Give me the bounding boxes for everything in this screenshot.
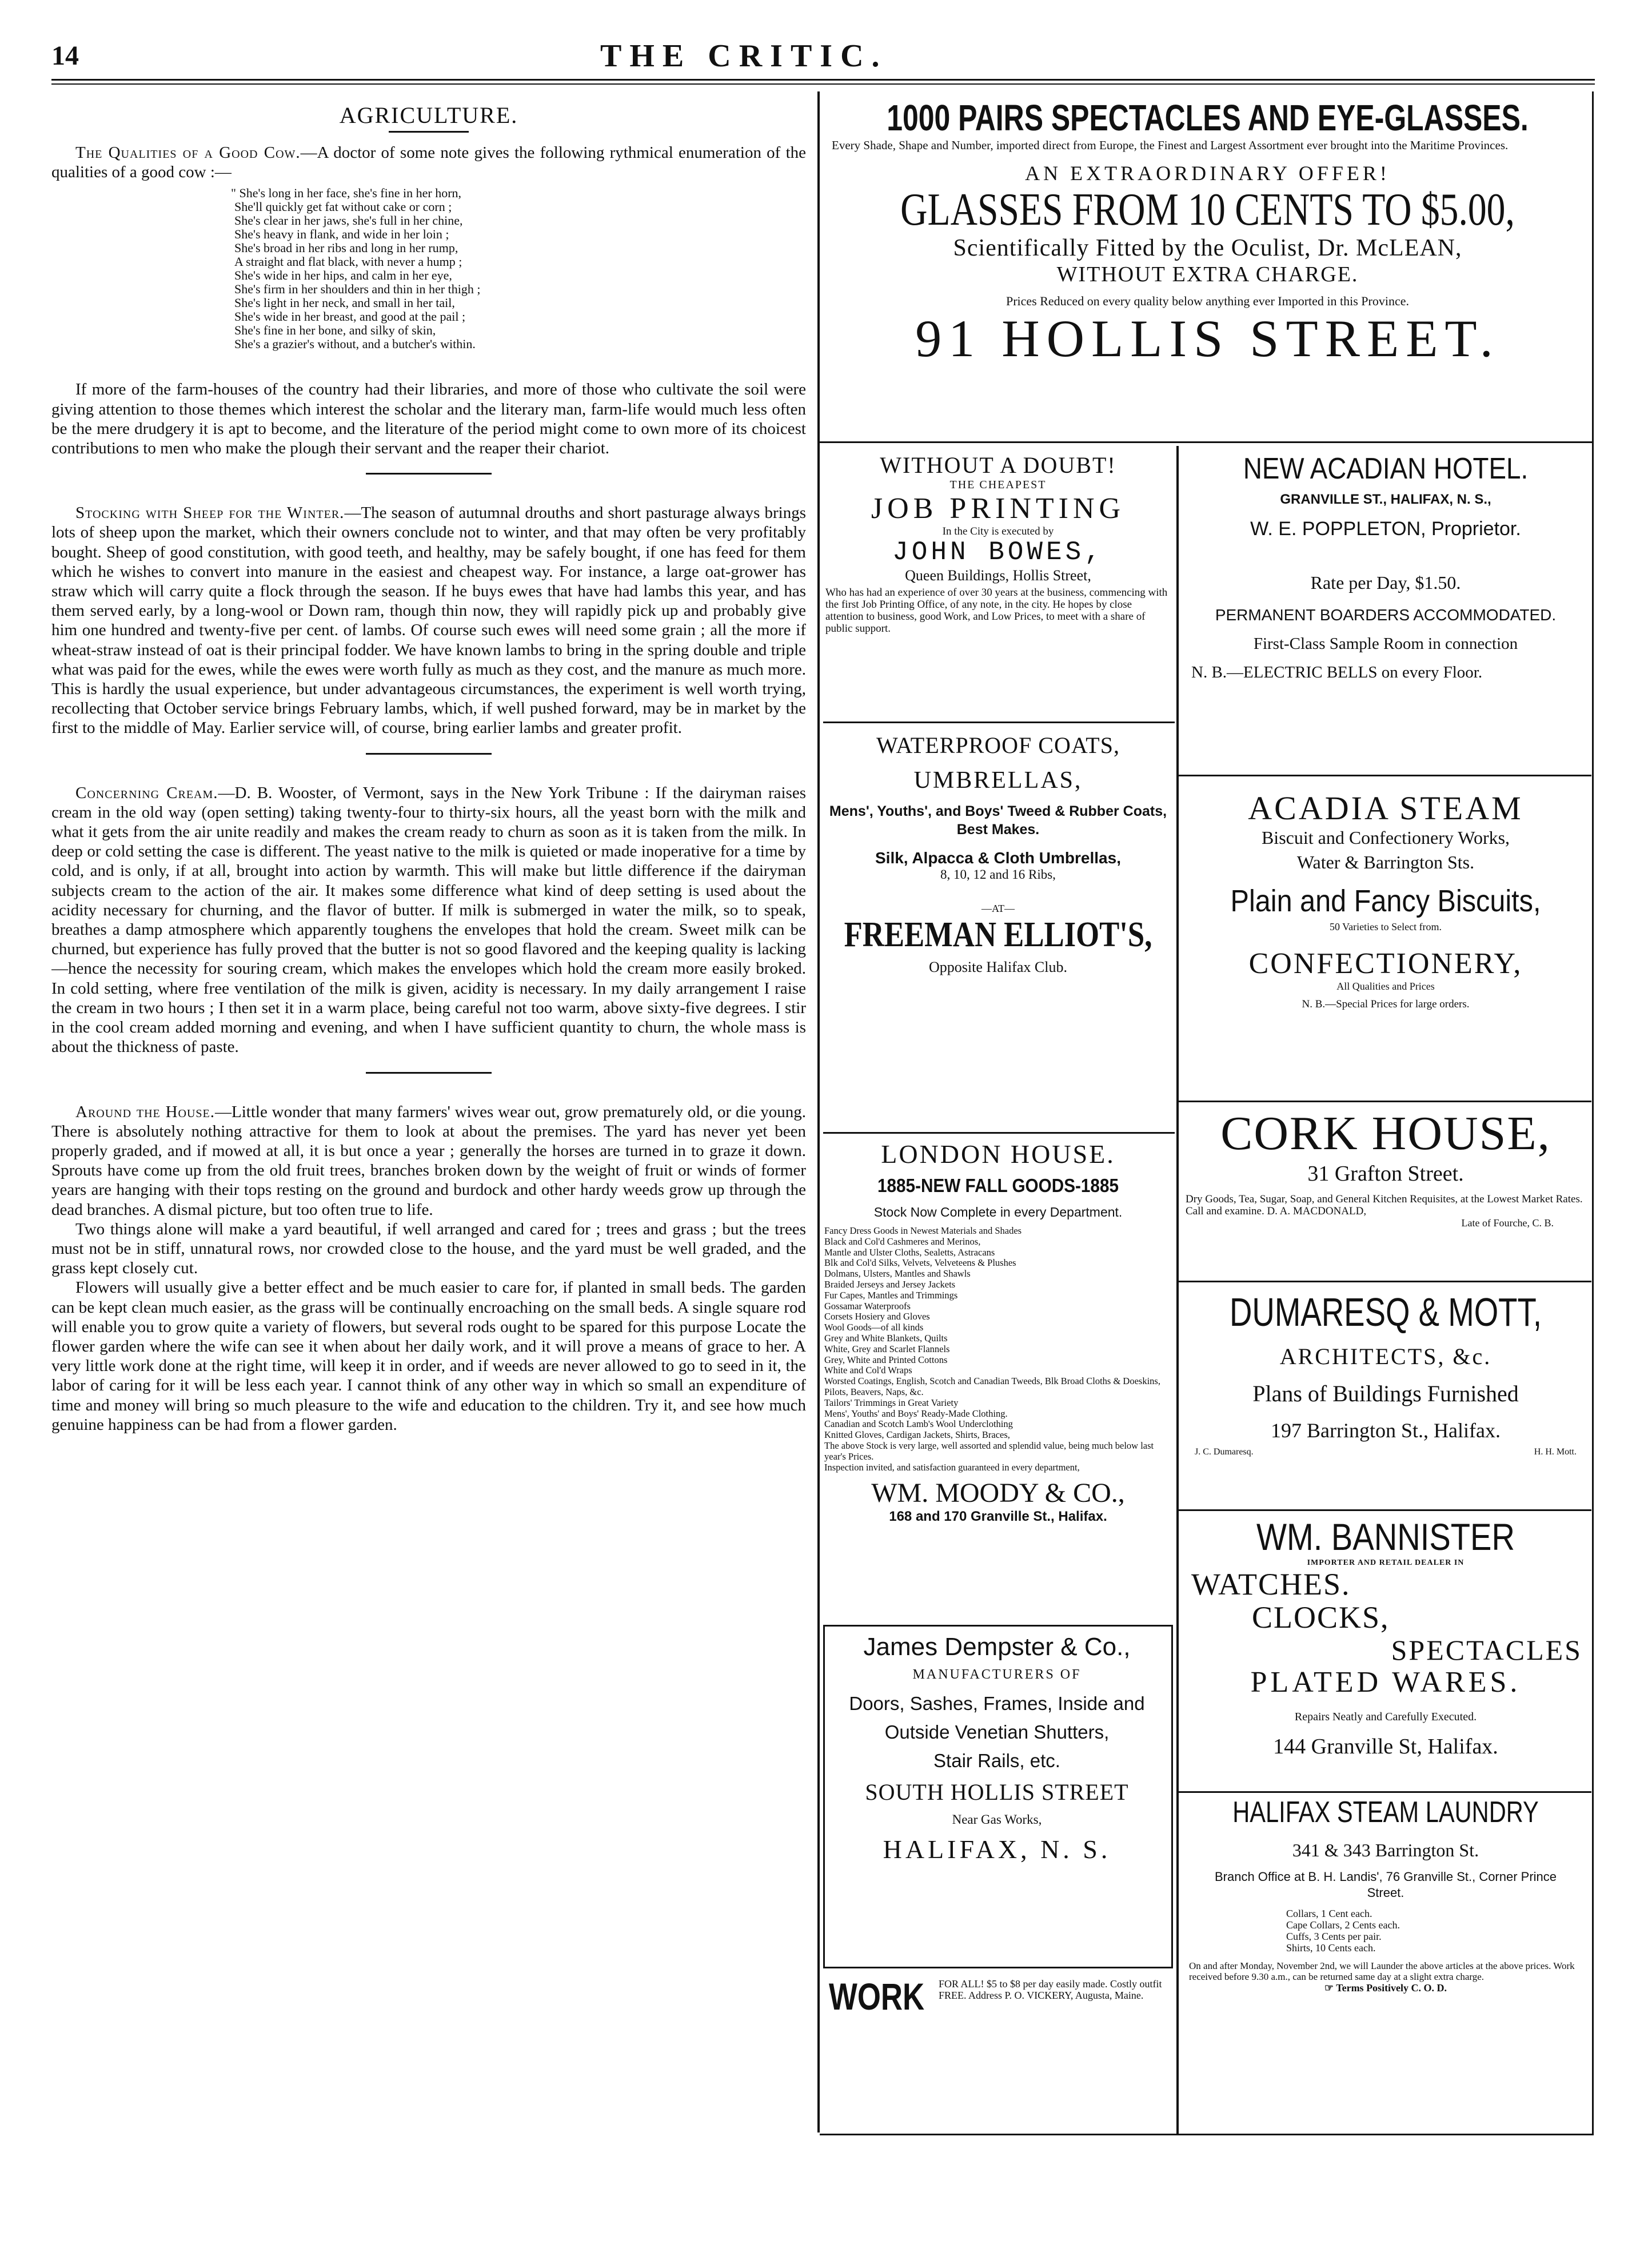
- bowes-doubt: WITHOUT A DOUBT!: [880, 452, 1116, 478]
- cork-title: CORK HOUSE,: [1220, 1107, 1551, 1160]
- spectacles-headline: 1000 PAIRS SPECTACLES AND EYE-GLASSES.: [887, 97, 1529, 138]
- dumaresq-partner: J. C. Dumaresq.: [1195, 1447, 1254, 1457]
- london-item-list: [823, 1220, 1173, 1473]
- elliot-coats: WATERPROOF COATS,: [876, 732, 1120, 758]
- bottom-rule: [820, 2134, 1593, 2135]
- dempster-stair-rails: Stair Rails, etc.: [933, 1750, 1060, 1771]
- mott-partner: H. H. Mott.: [1534, 1447, 1577, 1457]
- laundry-ad: [1183, 1795, 1588, 2052]
- elliot-umbrella-types: Silk, Alpacca & Cloth Umbrellas,: [875, 849, 1121, 867]
- article-separator: [366, 473, 492, 475]
- bannister-repairs: Repairs Neatly and Carefully Executed.: [1294, 1711, 1477, 1723]
- cow-article-text: —A doctor of some note gives the following rythmical enumeration of the qualities of a good cow :—: [51, 144, 806, 182]
- spectacles-subline: Every Shade, Shape and Number, imported direct from Europe, the Finest and Largest Assortment ever brought into the Maritime Provinces.: [832, 138, 1509, 152]
- london-item: Mantle and Ulster Cloths, Sealetts, Astracans: [824, 1246, 995, 1258]
- dempster-near: Near Gas Works,: [952, 1812, 1042, 1827]
- laundry-branch: Branch Office at B. H. Landis', 76 Granville St., Corner Prince Street.: [1214, 1870, 1557, 1900]
- masthead-title: THE CRITIC.: [600, 38, 888, 74]
- cork-description: Dry Goods, Tea, Sugar, Soap, and General Kitchen Requisites, at the Lowest Market Rates. Call and examine. D. A. MACDONALD,: [1186, 1193, 1583, 1217]
- bannister-plated-wares: PLATED WARES.: [1250, 1666, 1521, 1699]
- elliot-umbrellas: UMBRELLAS,: [913, 767, 1083, 794]
- london-item: Braided Jerseys and Jersey Jackets: [824, 1278, 956, 1290]
- page-number: 14: [51, 41, 79, 71]
- london-house-ad: [823, 1139, 1173, 1619]
- cork-rule: [1179, 1281, 1591, 1282]
- poem-line: She's heavy in flank, and wide in her loin ;: [234, 227, 449, 242]
- london-item: Grey, White and Printed Cottons: [824, 1354, 948, 1365]
- london-item: Canadian and Scotch Lamb's Wool Underclothing: [824, 1418, 1013, 1430]
- acadian-rule: [1179, 775, 1591, 776]
- laundry-price: Cape Collars, 2 Cents each.: [1286, 1919, 1400, 1931]
- london-item: Gossamar Waterproofs: [824, 1300, 911, 1312]
- agriculture-column: [51, 97, 806, 2133]
- dumaresq-ad: [1183, 1289, 1588, 1506]
- cream-article: [51, 783, 806, 1057]
- cream-article-lead: Concerning Cream.: [75, 783, 218, 802]
- london-item: Blk and Col'd Silks, Velvets, Velveteens & Plushes: [824, 1257, 1016, 1269]
- dempster-street: SOUTH HOLLIS STREET: [865, 1779, 1129, 1805]
- poem-line: She's fine in her bone, and silky of skin,: [234, 323, 436, 338]
- london-item: Fur Capes, Mantles and Trimmings: [824, 1289, 958, 1301]
- bowes-rule: [823, 722, 1175, 723]
- acadia-title: ACADIA STEAM: [1248, 790, 1523, 827]
- elliot-ad: [823, 732, 1173, 1109]
- laundry-price-list: [1183, 1908, 1588, 1954]
- dumaresq-plans: Plans of Buildings Furnished: [1252, 1381, 1519, 1406]
- house-article-text: —Little wonder that many farmers' wives wear out, grow prematurely old, or die young. There is absolutely nothing attractive for them to look at about the premises. The yard has never yet been properly graded, and if mowed at all, it is but once a year ; generally the horses are turned in to graze it down. Sprouts have come up from the old fruit trees, branches broken down by the weight of fruit or winds of former years are hanging with their tops resting on the ground and burdock and other hardy weeds grow up through the dead branches. A dismal picture, but too often true to life.: [51, 1102, 806, 1219]
- london-item: Inspection invited, and satisfaction guaranteed in every department,: [824, 1461, 1080, 1473]
- work-ad: [825, 1974, 1175, 2025]
- acadian-proprietor: W. E. POPPLETON, Proprietor.: [1250, 518, 1521, 540]
- article-separator: [366, 1072, 492, 1074]
- house-article-p3: Flowers will usually give a better effect and be much easier to care for, if planted in small beds. The garden can be kept clean much easier, as the grass will be continually encroaching on the small beds. A single square rod will enable you to grow quite a variety of flowers, but several rods ought to be spared for this purpose Locate the flower garden where the wife can see it when about her daily work, and it will prove a means of grace to her. A very little work done at the right time, will keep it in order, and if weeds are never allowed to go to seed in it, the labor of caring for it will be less each year. I cannot think of any other way in which so small an expenditure of time and money will bring so much pleasure to the wife and education to the children. Try it, and see how much genuine happiness can be had from a flower garden.: [51, 1278, 806, 1434]
- column-divider-ads: [1176, 446, 1179, 2135]
- dempster-name: James Dempster & Co.,: [863, 1633, 1131, 1661]
- dumaresq-title: DUMARESQ & MOTT,: [1229, 1290, 1542, 1334]
- acadia-confectionery: CONFECTIONERY,: [1248, 947, 1523, 980]
- laundry-price: Shirts, 10 Cents each.: [1286, 1942, 1376, 1954]
- spectacles-ad: [826, 97, 1589, 440]
- laundry-title: HALIFAX STEAM LAUNDRY: [1232, 1796, 1539, 1829]
- sheep-article-lead: Stocking with Sheep for the Winter.: [75, 504, 345, 523]
- spectacles-bottom-rule: [820, 441, 1593, 443]
- elliot-at: —AT—: [981, 903, 1015, 914]
- house-article-p2: Two things alone will make a yard beautiful, if well arranged and cared for ; trees and grass ; but the trees must not be in stiff, unnatural rows, nor crowded close to the house, and the yard must be well graded, and the grass kept closely cut.: [51, 1219, 806, 1278]
- elliot-ribs: 8, 10, 12 and 16 Ribs,: [940, 867, 1056, 882]
- section-title: AGRICULTURE.: [339, 102, 518, 128]
- acadian-street: GRANVILLE ST., HALIFAX, N. S.,: [1280, 492, 1491, 507]
- london-item: Wool Goods—of all kinds: [824, 1322, 924, 1333]
- poem-line: She's light in her neck, and small in her tail,: [234, 296, 455, 310]
- farm-libraries-paragraph: If more of the farm-houses of the country had their libraries, and more of those who cultivate the soil were giving attention to those themes which interest the scholar and the literary man, farm-life would much less often be the mere drudgery it is apt to become, and the literature of the period might come to own more of its choicest contributions to men who make the plough their servant and the reaper their chariot.: [51, 380, 806, 458]
- acadian-rate: Rate per Day, $1.50.: [1310, 572, 1461, 593]
- elliot-coats-desc: Mens', Youths', and Boys' Tweed & Rubber Coats, Best Makes.: [829, 803, 1167, 838]
- header-rule-bottom: [51, 83, 1595, 85]
- london-item: Tailors' Trimmings in Great Variety: [824, 1397, 959, 1408]
- london-item: Mens', Youths' and Boys' Ready-Made Clothing.: [824, 1408, 1008, 1419]
- london-item: Worsted Coatings, English, Scotch and Canadian Tweeds, Blk Broad Cloths & Doeskins, Pilots, Beavers, Naps, &c.: [824, 1376, 1160, 1397]
- acadia-street: Water & Barrington Sts.: [1296, 852, 1475, 872]
- dempster-city: HALIFAX, N. S.: [883, 1835, 1111, 1864]
- cork-late-of: Late of Fourche, C. B.: [1461, 1217, 1554, 1229]
- spectacles-fitted: Scientifically Fitted by the Oculist, Dr. McLEAN,: [953, 235, 1462, 261]
- acadia-biscuits: Plain and Fancy Biscuits,: [1230, 884, 1541, 918]
- article-separator: [366, 753, 492, 755]
- london-moody-name: WM. MOODY & CO.,: [871, 1478, 1125, 1509]
- poem-line: A straight and flat black, with never a hump ;: [234, 254, 462, 269]
- elliot-rule: [823, 1132, 1175, 1134]
- elliot-name: FREEMAN ELLIOT'S,: [844, 915, 1152, 954]
- dumaresq-address: 197 Barrington St., Halifax.: [1271, 1419, 1501, 1442]
- right-edge-rule: [1592, 91, 1594, 2135]
- london-moody-address: 168 and 170 Granville St., Halifax.: [889, 1509, 1107, 1525]
- acadia-biscuit-works: Biscuit and Confectionery Works,: [1261, 827, 1510, 848]
- bowes-address: Queen Buildings, Hollis Street,: [905, 567, 1091, 584]
- poem-line: She'll quickly get fat without cake or corn ;: [234, 200, 452, 214]
- spectacles-prices-note: Prices Reduced on every quality below anything ever Imported in this Province.: [1005, 294, 1410, 308]
- london-fall-goods: 1885-NEW FALL GOODS-1885: [877, 1175, 1119, 1196]
- bowes-executed: In the City is executed by: [942, 525, 1054, 537]
- acadia-special-prices: N. B.—Special Prices for large orders.: [1302, 998, 1470, 1010]
- spectacles-address: 91 HOLLIS STREET.: [915, 309, 1500, 368]
- poem-line: She's firm in her shoulders and thin in her thigh ;: [234, 282, 481, 297]
- bannister-address: 144 Granville St, Halifax.: [1273, 1735, 1498, 1759]
- dempster-doors: Doors, Sashes, Frames, Inside and: [849, 1693, 1145, 1714]
- cow-article-lead: The Qualities of a Good Cow.: [75, 144, 301, 162]
- bannister-spectacles: SPECTACLES: [1391, 1634, 1582, 1666]
- bannister-ad: [1183, 1515, 1588, 1789]
- elliot-location: Opposite Halifax Club.: [929, 959, 1067, 975]
- header-rule-top: [51, 79, 1595, 81]
- poem-line: She's wide in her hips, and calm in her eye,: [234, 268, 452, 283]
- acadia-qualities: All Qualities and Prices: [1336, 980, 1435, 992]
- bannister-watches: WATCHES.: [1191, 1567, 1351, 1601]
- london-item: Knitted Gloves, Cardigan Jackets, Shirts, Braces,: [824, 1429, 1010, 1441]
- acadia-steam-ad: [1183, 789, 1588, 1086]
- spectacles-without-charge: WITHOUT EXTRA CHARGE.: [1056, 262, 1359, 286]
- work-big: WORK: [829, 1975, 925, 2018]
- london-title: LONDON HOUSE.: [881, 1139, 1115, 1169]
- acadian-title: NEW ACADIAN HOTEL.: [1243, 452, 1529, 485]
- london-item: White, Grey and Scarlet Flannels: [824, 1343, 950, 1354]
- acadia-rule: [1179, 1101, 1591, 1102]
- bowes-job-printing: JOB PRINTING: [871, 492, 1126, 525]
- poem-line: She's clear in her jaws, she's full in her chine,: [234, 213, 463, 228]
- dumaresq-architects: ARCHITECTS, &c.: [1279, 1344, 1492, 1369]
- poem-line: " She's long in her face, she's fine in her horn,: [231, 186, 462, 201]
- dempster-shutters: Outside Venetian Shutters,: [884, 1721, 1110, 1743]
- cow-poem: [231, 186, 806, 352]
- bannister-rule: [1179, 1791, 1591, 1793]
- work-details: FOR ALL! $5 to $8 per day easily made. Costly outfit FREE. Address P. O. VICKERY, Augusta, Maine.: [939, 1978, 1162, 2001]
- section-rule: [389, 131, 469, 133]
- sheep-article: [51, 503, 806, 738]
- house-article-lead: Around the House.: [75, 1102, 216, 1121]
- laundry-price: Collars, 1 Cent each.: [1286, 1908, 1372, 1919]
- cork-street: 31 Grafton Street.: [1307, 1162, 1464, 1186]
- dumaresq-rule: [1179, 1509, 1591, 1511]
- london-item: White and Col'd Wraps: [824, 1365, 912, 1376]
- acadian-hotel-ad: [1183, 452, 1588, 772]
- dumaresq-partners: [1183, 1447, 1588, 1457]
- london-item: The above Stock is very large, well assorted and splendid value, being much below last year's Prices.: [824, 1440, 1154, 1462]
- london-item: Black and Col'd Cashmeres and Merinos,: [824, 1235, 981, 1247]
- acadian-boarders: PERMANENT BOARDERS ACCOMMODATED.: [1215, 606, 1557, 624]
- dempster-manufacturers: MANUFACTURERS OF: [912, 1667, 1082, 1682]
- acadian-sample-room: First-Class Sample Room in connection: [1253, 635, 1518, 653]
- bowes-description: Who has had an experience of over 30 years at the business, commencing with the first Job Printing Office, of any note, in the city. He hopes by close attention to business, good Work, and Low Prices, to meet with a share of public support.: [825, 587, 1168, 635]
- column-divider-main: [817, 91, 820, 2133]
- house-article: [51, 1102, 806, 1219]
- bannister-title: WM. BANNISTER: [1256, 1516, 1515, 1558]
- bowes-name: JOHN BOWES,: [892, 537, 1104, 567]
- cork-house-ad: [1183, 1106, 1588, 1278]
- laundry-price: Cuffs, 3 Cents per pair.: [1286, 1931, 1382, 1942]
- cream-article-text: —D. B. Wooster, of Vermont, says in the New York Tribune : If the dairyman raises cream in the old way (open setting) taking twenty-four to thirty-six hours, all the yeast born with the milk and what it gets from the air unite readily and makes the cream ready to churn as soon as it is taken from the milk. In deep or cold setting the case is different. The yeast native to the milk is quieted or made inoperative for a time by cold, and is only, if at all, brought into action by warmth. This will make but little difference if the dairyman subjects cream to the action of the air. It makes some difference what kind of deep setting is used about the acidity necessary for churning, and the flavor of butter. If milk is submerged in water the milk, so to speak, breathes a damp atmosphere which apparently toughens the envelopes that hold the cream. Sweet milk can be churned, but experience has fully proved that the butter is not so good flavored and the keeping quality is lacking—hence the necessity for souring cream, which makes the envelopes which hold the cream more easily broked. In cold setting, where free ventilation of the milk is given, acidity is necessary. In my daily arrangement I raise the cream in two hours ; I then set it in a warm place, being careful not too warm, above sixty-five degrees. I stir in the cool cream added morning and evening, and when I have sufficient quantity to churn, the whole mass is about the thickness of paste.: [51, 783, 806, 1057]
- bannister-clocks: CLOCKS,: [1252, 1600, 1390, 1635]
- spectacles-price-range: GLASSES FROM 10 CENTS TO $5.00,: [900, 185, 1515, 235]
- laundry-notice: On and after Monday, November 2nd, we will Launder the above articles at the above prices. Work received before 9.30 a.m., can be returned same day at a slight extra charge.: [1189, 1960, 1575, 1982]
- bowes-printing-ad: [823, 452, 1173, 720]
- sheep-article-text: —The season of autumnal drouths and short pasturage always brings lots of sheep upon the market, which their owners conclude not to winter, and that may often be very profitably bought. Sheep of good constitution, with good teeth, and healthy, may be safely bought, if one has feed for them which he wishes to convert into manure in the easiest and cheapest way. For instance, a large oat-grower has straw which will carry quite a flock through the season. If he buys ewes that have had lambs this year, and has them served early, by a long-wool or Down ram, though thin now, they will rapidly pick up and probably give him one hundred and twenty-five per cent. of lambs. Of course such ewes will need some grain ; all the more if wheat-straw instead of oat is their principal fodder. We have known lambs to bring in the spring double and triple what was paid for the ewes, while the ewes were worth fully as much as they cost, and the manure as much more. This is hardly the usual experience, but under advantageous circumstances, the experiment is well worth trying, recollecting that October service brings February lambs, which, if well pushed forward, may be in market by the first to the middle of May. Earlier service will, of course, bring earlier lambs and greater profit.: [51, 504, 806, 738]
- dempster-ad: [825, 1633, 1168, 1964]
- bannister-importer: IMPORTER AND RETAIL DEALER IN: [1307, 1558, 1465, 1567]
- spectacles-offer: AN EXTRAORDINARY OFFER!: [1025, 162, 1390, 185]
- poem-line: She's broad in her ribs and long in her rump,: [234, 241, 458, 256]
- london-stock: Stock Now Complete in every Department.: [873, 1205, 1123, 1219]
- poem-line: She's a grazier's without, and a butcher's within.: [234, 337, 476, 352]
- acadian-bells: N. B.—ELECTRIC BELLS on every Floor.: [1191, 663, 1483, 681]
- london-item: Grey and White Blankets, Quilts: [824, 1332, 948, 1344]
- london-item: Dolmans, Ulsters, Mantles and Shawls: [824, 1268, 971, 1280]
- london-item: Fancy Dress Goods in Newest Materials and Shades: [824, 1225, 1022, 1236]
- bowes-cheapest: THE CHEAPEST: [949, 479, 1047, 491]
- london-item: Corsets Hosiery and Gloves: [824, 1311, 930, 1322]
- laundry-address: 341 & 343 Barrington St.: [1292, 1840, 1479, 1860]
- acadia-varieties: 50 Varieties to Select from.: [1329, 921, 1442, 932]
- poem-line: She's wide in her breast, and good at the pail ;: [234, 309, 466, 324]
- laundry-terms: ☞ Terms Positively C. O. D.: [1324, 1982, 1447, 1994]
- cow-article-intro: [51, 143, 806, 182]
